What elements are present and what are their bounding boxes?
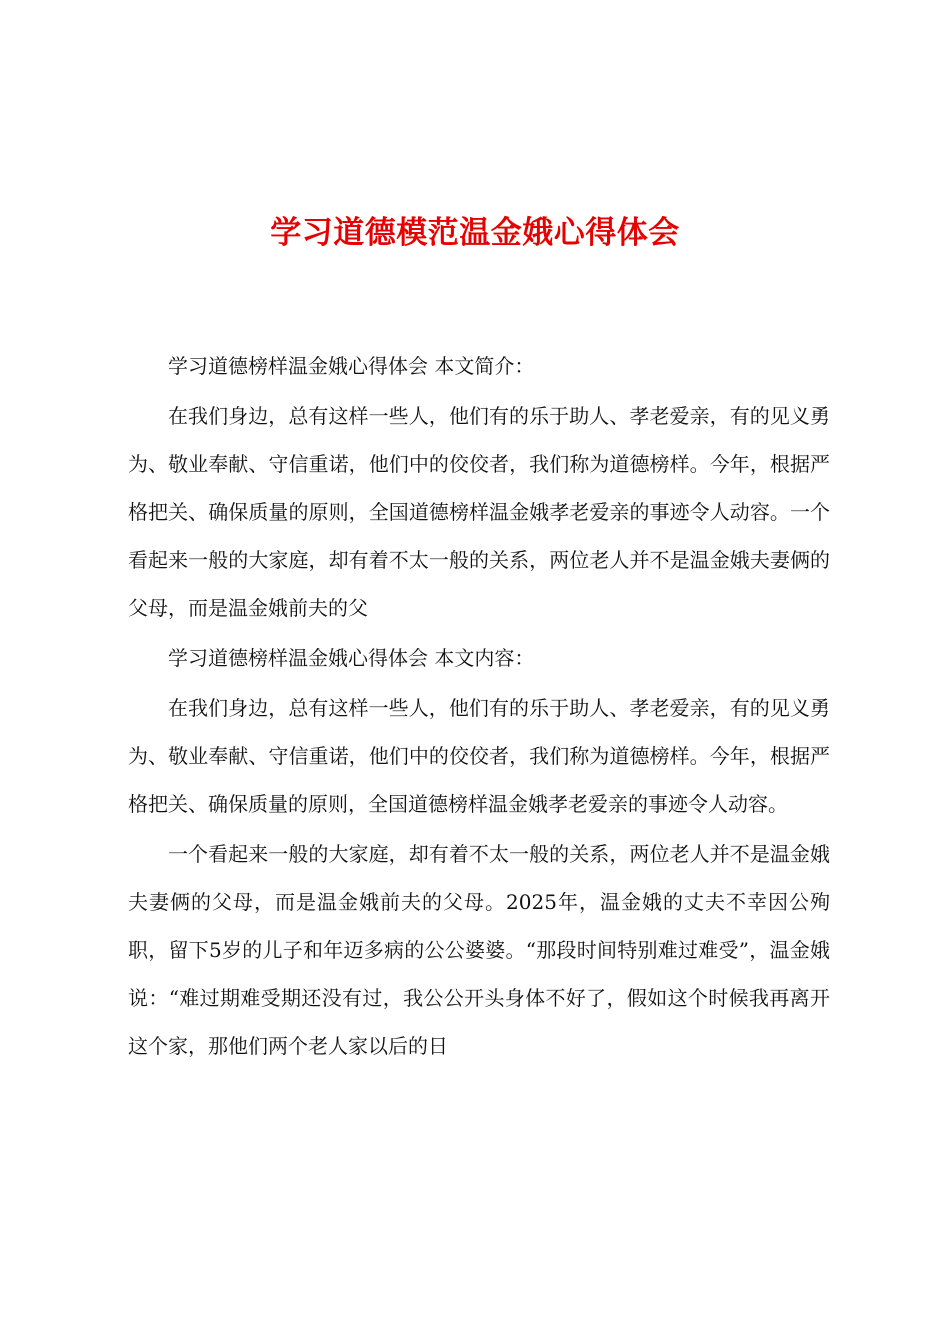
intro-heading: 学习道德榜样温金娥心得体会 本文简介： (168, 354, 535, 378)
document-title: 学习道德模范温金娥心得体会 (270, 215, 680, 251)
intro-paragraph: 在我们身边，总有这样一些人，他们有的乐于助人、孝老爱亲，有的见义勇为、敬业奉献、守信重诺，他们中的佼佼者，我们称为道德榜样。今年，根据严格把关、确保质量的原则，全国道德榜样温金娥孝老爱亲的事迹令人动容。一个看起来一般的大家庭，却有着不太一般的关系，两位老人并不是温金娥夫妻俩的父母，而是温金娥前夫的父 (128, 404, 830, 620)
story-paragraph: 一个看起来一般的大家庭，却有着不太一般的关系，两位老人并不是温金娥夫妻俩的父母，而是温金娥前夫的父母。2025年，温金娥的丈夫不幸因公殉职，留下5岁的儿子和年迈多病的公公婆婆。“那段时间特别难过难受”，温金娥说：“难过期难受期还没有过，我公公开头身体不好了，假如这个时候我再离开这个家，那他们两个老人家以后的日 (128, 842, 830, 1058)
content-paragraph: 在我们身边，总有这样一些人，他们有的乐于助人、孝老爱亲，有的见义勇为、敬业奉献、守信重诺，他们中的佼佼者，我们称为道德榜样。今年，根据严格把关、确保质量的原则，全国道德榜样温金娥孝老爱亲的事迹令人动容。 (128, 696, 830, 816)
document-body (128, 342, 830, 1072)
content-heading: 学习道德榜样温金娥心得体会 本文内容： (168, 646, 535, 670)
